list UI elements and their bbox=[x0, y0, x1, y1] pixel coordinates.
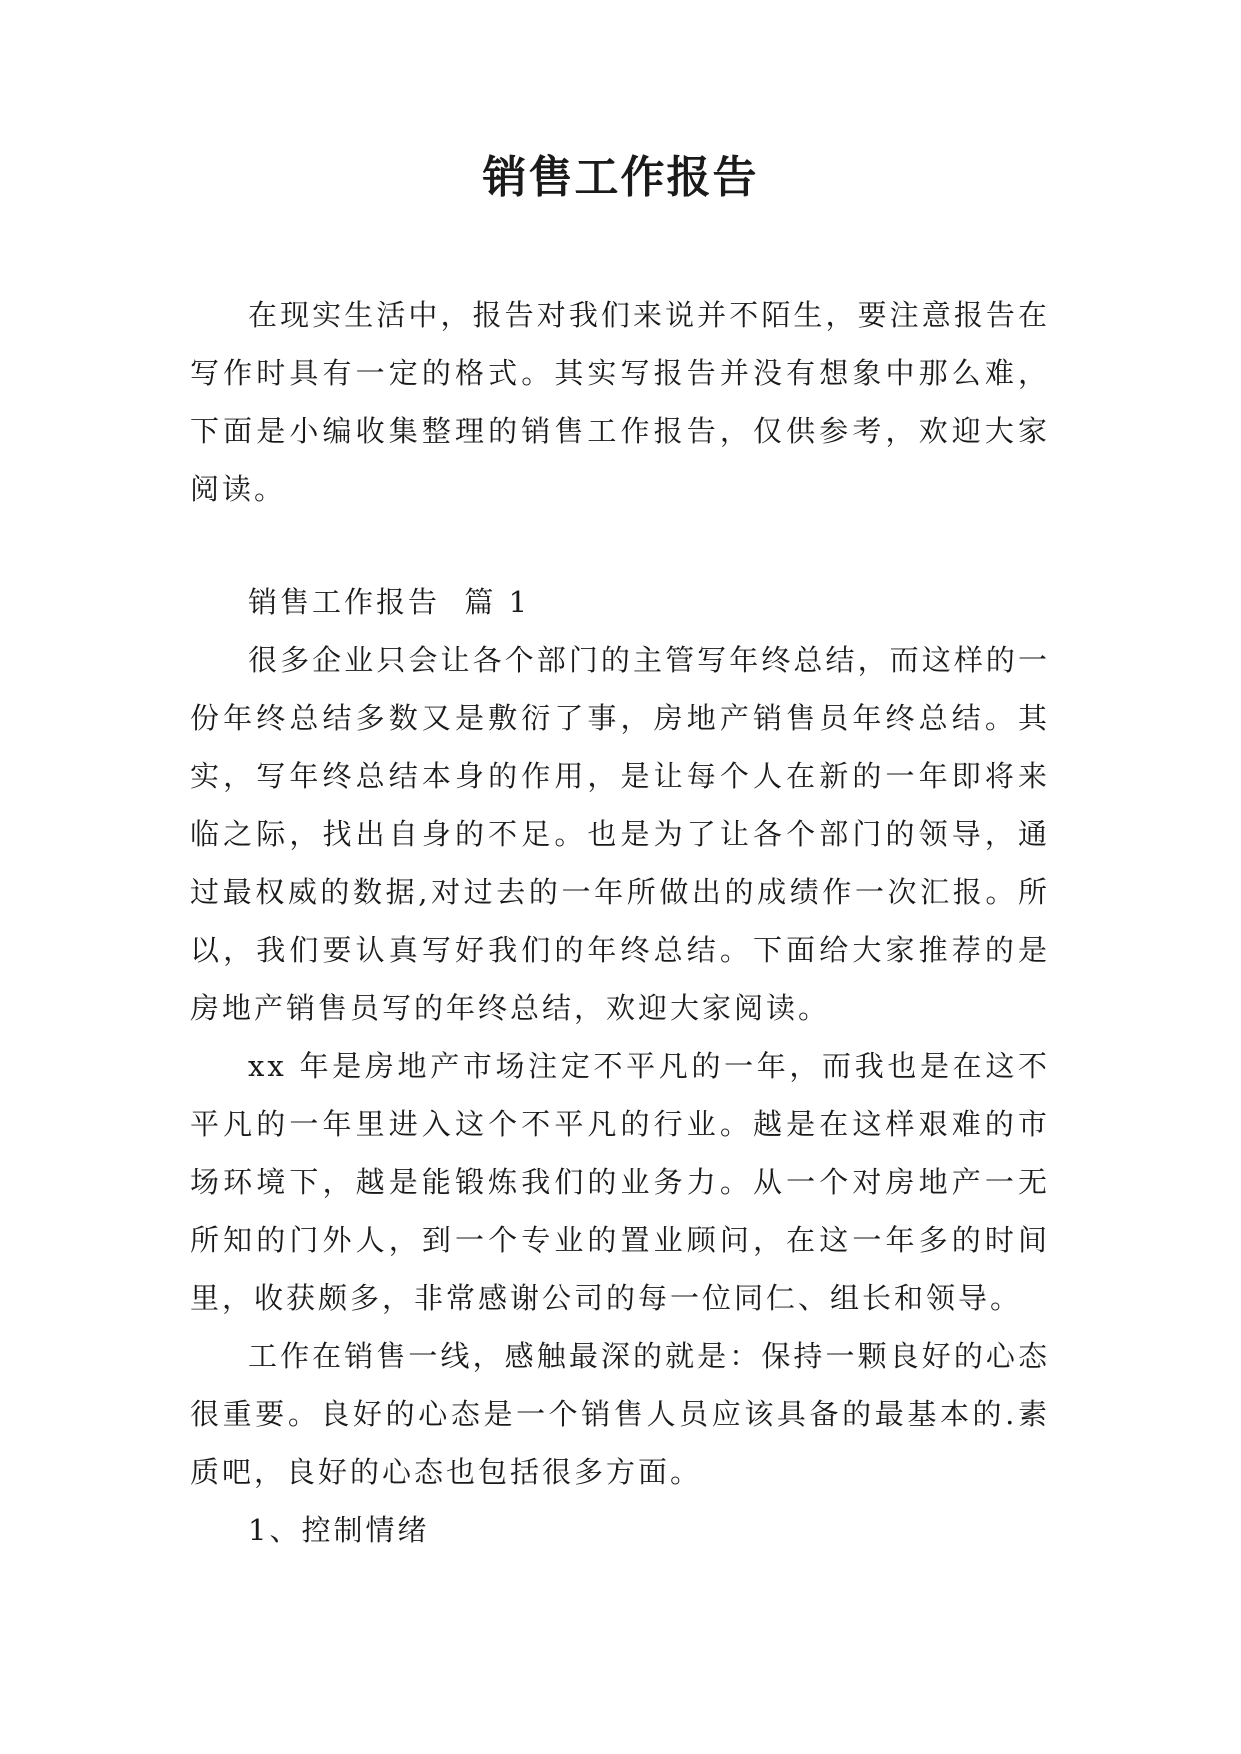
article-section bbox=[190, 573, 1050, 1559]
body-paragraph: 工作在销售一线，感触最深的就是：保持一颗良好的心态很重要。良好的心态是一个销售人员应该具备的最基本的.素质吧，良好的心态也包括很多方面。 bbox=[190, 1339, 1050, 1489]
intro-paragraph: 在现实生活中，报告对我们来说并不陌生，要注意报告在写作时具有一定的格式。其实写报告并没有想象中那么难，下面是小编收集整理的销售工作报告，仅供参考，欢迎大家阅读。 bbox=[190, 298, 1050, 506]
document-title: 销售工作报告 bbox=[482, 152, 759, 203]
section-heading: 销售工作报告 篇 1 bbox=[248, 585, 531, 619]
body-paragraph: 很多企业只会让各个部门的主管写年终总结，而这样的一份年终总结多数又是敷衍了事，房地产销售员年终总结。其实，写年终总结本身的作用，是让每个人在新的一年即将来临之际，找出自身的不足。也是为了让各个部门的领导，通过最权威的数据,对过去的一年所做出的成绩作一次汇报。所以，我们要认真写好我们的年终总结。下面给大家推荐的是房地产销售员写的年终总结，欢迎大家阅读。 bbox=[190, 643, 1050, 1025]
intro-section bbox=[190, 286, 1050, 518]
list-item-heading: 1、控制情绪 bbox=[248, 1513, 430, 1547]
body-paragraph: xx 年是房地产市场注定不平凡的一年，而我也是在这不平凡的一年里进入这个不平凡的行业。越是在这样艰难的市场环境下，越是能锻炼我们的业务力。从一个对房地产一无所知的门外人，到一个专业的置业顾问，在这一年多的时间里，收获颇多，非常感谢公司的每一位同仁、组长和领导。 bbox=[190, 1049, 1050, 1315]
